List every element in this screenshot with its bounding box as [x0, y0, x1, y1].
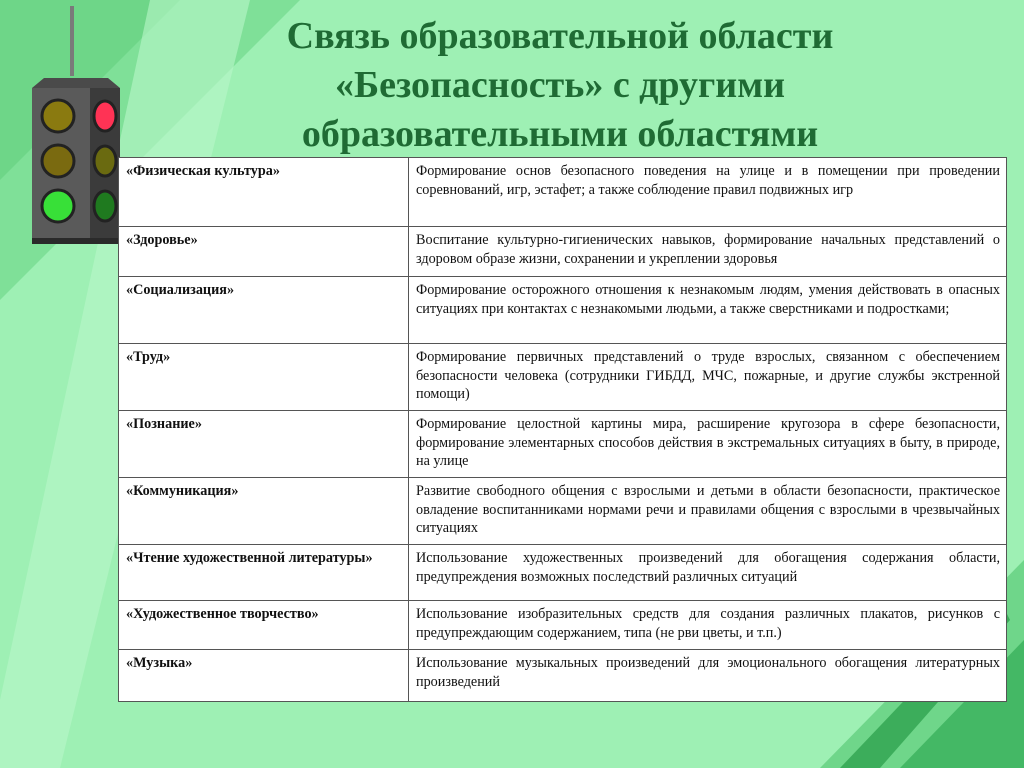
table-row [119, 650, 1007, 702]
area-cell: «Художественное творчество» [119, 601, 409, 650]
description-cell: Формирование осторожного отношения к незнакомым людям, умения действовать в опасных ситуациях при контактах с незнакомыми людьми, а также сверстниками и подростками; [409, 277, 1007, 344]
description-cell: Формирование основ безопасного поведения на улице и в помещении при проведении соревнований, игр, эстафет; а также соблюдение правил подвижных игр [409, 158, 1007, 227]
area-cell: «Познание» [119, 411, 409, 478]
area-cell: «Труд» [119, 344, 409, 411]
description-cell: Формирование первичных представлений о труде взрослых, связанном с обеспечением безопасности человека (сотрудники ГИБДД, МЧС, пожарные, и другие службы экстренной помощи) [409, 344, 1007, 411]
area-cell: «Чтение художественной литературы» [119, 545, 409, 601]
description-cell: Развитие свободного общения с взрослыми и детьми в области безопасности, практическое овладение воспитанниками нормами речи и правилами общения с взрослыми в чрезвычайных ситуациях [409, 478, 1007, 545]
description-cell: Использование художественных произведений для обогащения содержания области, предупреждения возможных последствий различных ситуаций [409, 545, 1007, 601]
title-line-2: «Безопасность» с другими [335, 64, 785, 106]
area-cell: «Здоровье» [119, 227, 409, 277]
slide-title [240, 12, 880, 159]
area-cell: «Музыка» [119, 650, 409, 702]
area-cell: «Коммуникация» [119, 478, 409, 545]
table-row [119, 277, 1007, 344]
table-row [119, 601, 1007, 650]
description-cell: Воспитание культурно-гигиенических навыков, формирование начальных представлений о здоровом образе жизни, сохранении и укреплении здоровья [409, 227, 1007, 277]
table-row [119, 411, 1007, 478]
title-line-3: образовательными областями [301, 113, 819, 155]
table-row [119, 478, 1007, 545]
relations-table [118, 157, 1007, 702]
description-cell: Использование музыкальных произведений для эмоционального обогащения литературных произведений [409, 650, 1007, 702]
table-row [119, 227, 1007, 277]
area-cell: «Физическая культура» [119, 158, 409, 227]
title-line-1: Связь образовательной области [286, 15, 834, 57]
table-row [119, 158, 1007, 227]
description-cell: Использование изобразительных средств для создания различных плакатов, рисунков с предупреждающим содержанием, типа (не рви цветы, и т.п.) [409, 601, 1007, 650]
area-cell: «Социализация» [119, 277, 409, 344]
table-row [119, 344, 1007, 411]
table-row [119, 545, 1007, 601]
description-cell: Формирование целостной картины мира, расширение кругозора в сфере безопасности, формирование элементарных способов действия в экстремальных ситуациях в быту, в природе, на улице [409, 411, 1007, 478]
